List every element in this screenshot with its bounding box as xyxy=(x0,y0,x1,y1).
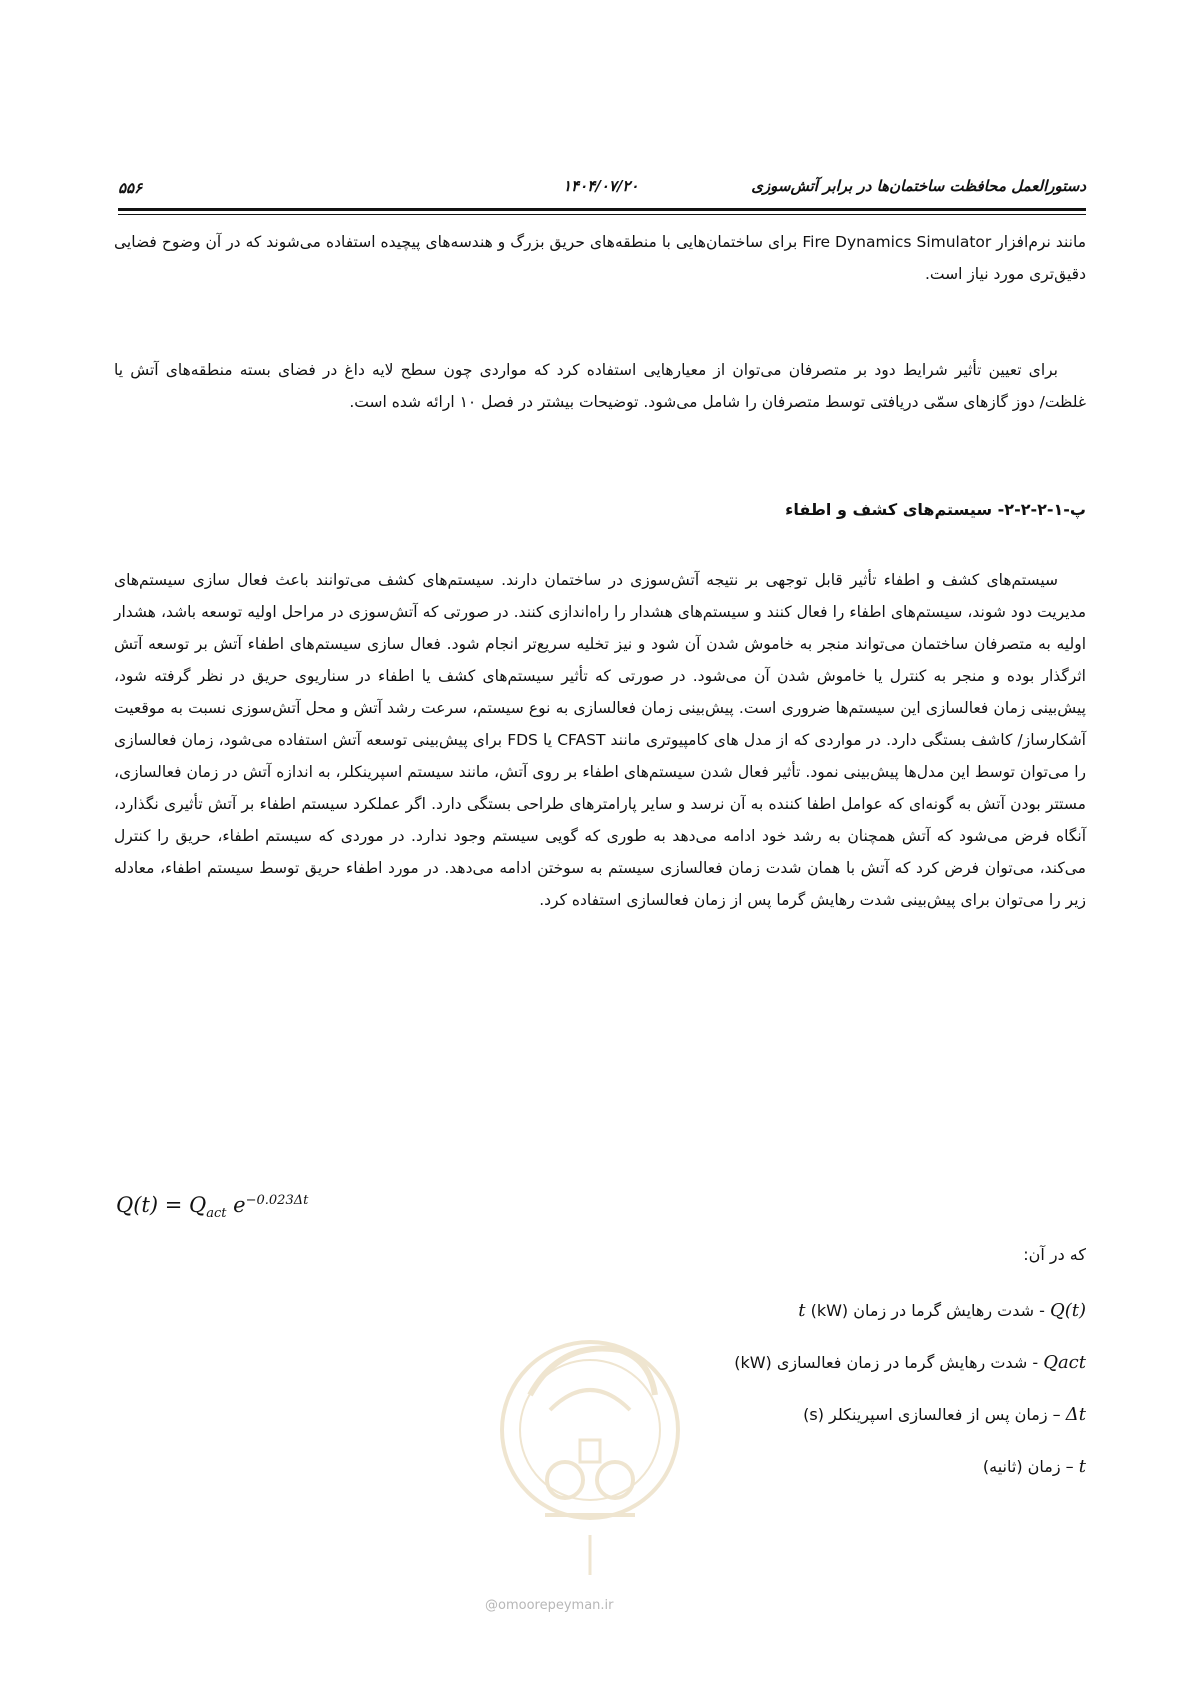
definition-unit: (kW) xyxy=(805,1301,849,1320)
header-rule-thick xyxy=(118,208,1086,211)
variable-definitions xyxy=(734,1295,1086,1503)
definition-text: - شدت رهایش گرما در زمان xyxy=(848,1301,1050,1320)
watermark-text: @omoorepeyman.ir xyxy=(485,1598,614,1613)
formula-exp: −0.023Δt xyxy=(245,1193,309,1208)
formula-lhs: Q(t) = xyxy=(116,1193,183,1217)
definition-symbol: t xyxy=(1078,1456,1086,1477)
definition-symbol: Δt xyxy=(1065,1404,1086,1425)
paragraph-3-text: سیستم‌های کشف و اطفاء تأثیر قابل توجهی بر نتیجه آتش‌سوزی در ساختمان دارند. سیستم‌های کشف می‌توانند باعث فعال سازی سیستم‌های مدیریت دود شوند، سیستم‌های اطفاء را فعال کنند و سیستم‌های هشدار را راه‌اندازی کنند. در صورتی که آتش‌سوزی در مراحل اولیه توسعه باشد، هشدار اولیه به متصرفان ساختمان می‌تواند منجر به خاموش شدن آن شود و نیز تخلیه سریع‌تر انجام شود. فعال سازی سیستم‌های اطفاء آتش بر توسعه آتش اثرگذار بوده و منجر به کنترل یا خاموش شدن آن می‌شود. در صورتی که تأثیر سیستم‌های کشف یا اطفاء در سناریوی حریق در نظر گرفته شود، پیش‌بینی زمان فعالسازی این سیستم‌ها ضروری است. پیش‌بینی زمان فعالسازی به نوع سیستم، سرعت رشد آتش و محل آتش‌سوزی نسبت به موقعیت آشکارساز/ کاشف بستگی دارد. در مواردی که از مدل های کامپیوتری مانند CFAST یا FDS برای پیش‌بینی توسعه آتش استفاده می‌شود، زمان فعالسازی را می‌توان توسط این مدل‌ها پیش‌بینی نمود. تأثیر فعال شدن سیستم‌های اطفاء بر روی آتش، مانند سیستم اسپرینکلر، به اندازه آتش در زمان فعالسازی، مستتر بودن آتش به گونه‌ای که عوامل اطفا کننده به آن نرسد و سایر پارامترهای طراحی بستگی دارد. اگر عملکرد سیستم اطفاء بر آتش تأثیری نگذارد، آنگاه فرض می‌شود که آتش همچنان به رشد خود ادامه می‌دهد به طوری که گویی سیستم وجود ندارد. در موردی که سیستم اطفاء، حریق را کنترل می‌کند، می‌توان فرض کرد که آتش با همان شدت زمان فعالسازی سیستم به سوختن ادامه می‌دهد. در مورد اطفاء حریق توسط سیستم اطفاء، معادله زیر را می‌توان برای پیش‌بینی شدت رهایش گرما پس از زمان فعالسازی استفاده کرد. xyxy=(114,571,1086,909)
definition-unit: (s) xyxy=(803,1405,824,1424)
paragraph-2-text: برای تعیین تأثیر شرایط دود بر متصرفان می‌توان از معیارهایی استفاده کرد که مواردی چون سطح لایه داغ در فضای بسته منطقه‌های آتش یا غلظت/ دوز گازهای سمّی دریافتی توسط متصرفان را شامل می‌شود. توضیحات بیشتر در فصل ۱۰ ارائه شده است. xyxy=(114,361,1086,411)
paragraph-2 xyxy=(114,354,1086,418)
definition-qact xyxy=(734,1347,1086,1399)
formula-base: e xyxy=(233,1193,246,1217)
where-label: که در آن: xyxy=(1023,1245,1086,1264)
header-date: ۱۴۰۴/۰۷/۲۰ xyxy=(563,177,639,195)
page-number: ۵۵۶ xyxy=(118,179,143,197)
definition-qt xyxy=(734,1295,1086,1347)
definition-t xyxy=(734,1451,1086,1503)
definition-text: – زمان (ثانیه) xyxy=(982,1457,1079,1476)
formula-q: Q xyxy=(189,1193,207,1217)
definition-text: – زمان پس از فعالسازی اسپرینکلر xyxy=(823,1405,1066,1424)
paragraph-1 xyxy=(114,226,1086,290)
section-heading: پ-۱-۲-۲-۲- سیستم‌های کشف و اطفاء xyxy=(785,500,1086,519)
page-header xyxy=(118,172,1086,202)
definition-symbol: Qact xyxy=(1043,1352,1086,1373)
header-title: دستورالعمل محافظت ساختمان‌ها در برابر آتش‌سوزی xyxy=(751,177,1086,195)
heat-release-formula xyxy=(116,1193,308,1221)
paragraph-3 xyxy=(114,564,1086,916)
definition-extra-symbol: t xyxy=(798,1300,806,1321)
definition-delta-t xyxy=(734,1399,1086,1451)
definition-symbol: Q(t) xyxy=(1049,1300,1086,1321)
header-rule-thin xyxy=(118,214,1086,215)
formula-sub: act xyxy=(206,1206,227,1222)
paragraph-1-text: مانند نرم‌افزار Fire Dynamics Simulator برای ساختمان‌هایی با منطقه‌های حریق بزرگ و هندسه‌های پیچیده استفاده می‌شوند که در آن وضوح فضایی دقیق‌تری مورد نیاز است. xyxy=(114,233,1086,283)
definition-text: - شدت رهایش گرما در زمان فعالسازی xyxy=(771,1353,1044,1372)
definition-unit: (kW) xyxy=(734,1353,772,1372)
watermark-logo-icon xyxy=(490,1300,690,1610)
